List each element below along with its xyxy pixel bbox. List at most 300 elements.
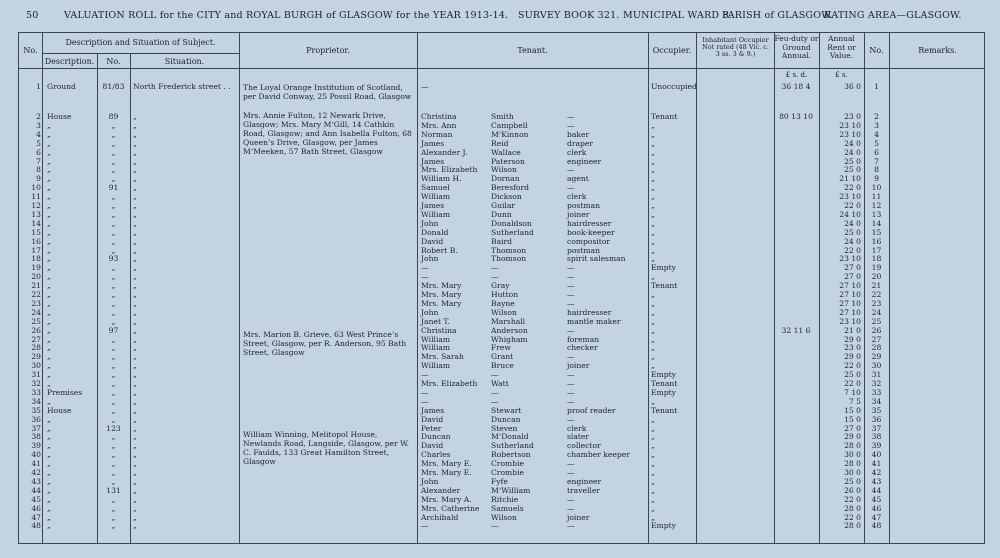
row-number-right: 41 <box>871 459 882 469</box>
column-rule <box>417 33 418 543</box>
row-occupier: „ <box>651 129 655 139</box>
row-number-right: 25 <box>871 316 882 326</box>
row-occupier: „ <box>651 503 655 513</box>
row-street-number: „ <box>111 432 116 442</box>
row-annual-rent: 25 0 <box>844 156 861 166</box>
row-street-number: „ <box>111 352 116 362</box>
row-annual-rent: 30 0 <box>844 450 861 460</box>
row-tenant-occupation: hairdresser <box>567 218 612 228</box>
row-number-right: 40 <box>871 450 882 460</box>
row-tenant-last: Whigham <box>491 334 528 344</box>
row-number: 42 <box>31 468 41 477</box>
row-situation: „ <box>133 512 137 522</box>
row-street-number: „ <box>111 120 116 130</box>
row-number-right: 46 <box>871 503 882 513</box>
row-occupier: „ <box>651 236 655 246</box>
row-tenant-occupation: — <box>567 459 575 469</box>
row-tenant-first: — <box>421 521 429 531</box>
row-tenant-first: Norman <box>421 129 453 139</box>
row-occupier: „ <box>651 494 655 504</box>
row-street-number: „ <box>111 307 116 317</box>
col-header-occupier: Occupier. <box>652 46 692 55</box>
row-number-right: 13 <box>871 209 882 219</box>
row-number: 3 <box>36 120 41 130</box>
row-occupier: „ <box>651 120 655 130</box>
row-tenant-occupation: postman <box>567 245 601 255</box>
row-situation: North Frederick street . . <box>133 82 231 91</box>
row-annual-rent: 23 10 <box>839 316 861 326</box>
row-description: „ <box>47 414 51 424</box>
row-number: 47 <box>31 512 41 522</box>
row-occupier: „ <box>651 218 655 228</box>
row-description: „ <box>47 298 51 308</box>
row-tenant-last: — <box>491 370 499 380</box>
row-tenant-first: John <box>421 476 439 486</box>
row-occupier: „ <box>651 450 655 460</box>
row-tenant-occupation: — <box>567 387 575 397</box>
row-tenant-first: William H. <box>421 174 462 184</box>
row-street-number: „ <box>111 236 116 246</box>
row-tenant-occupation: spirit salesman <box>567 254 626 264</box>
row-number-right: 23 <box>871 298 882 308</box>
row-situation: „ <box>133 476 137 486</box>
row-description: „ <box>47 361 51 371</box>
row-street-number: „ <box>111 156 116 166</box>
row-description: „ <box>47 192 51 202</box>
row-occupier: Tenant <box>651 379 678 388</box>
row-tenant-last: Fyfe <box>491 476 508 486</box>
row-tenant-last: Frew <box>491 343 511 353</box>
row-number-right: 8 <box>874 165 879 175</box>
row-number-right: 5 <box>874 138 879 148</box>
row-tenant-occupation: — <box>567 352 575 362</box>
row-occupier: „ <box>651 432 655 442</box>
column-rule <box>648 33 649 543</box>
row-tenant-first: William <box>421 192 451 202</box>
row-description: „ <box>47 441 51 451</box>
row-annual-rent: 27 0 <box>844 272 861 282</box>
row-annual-rent: 7 10 <box>844 387 861 397</box>
row-street-number: 91 <box>108 183 119 193</box>
page-number: 50 <box>26 10 39 21</box>
row-street-number: „ <box>111 245 116 255</box>
row-annual-rent: 27 0 <box>844 263 861 273</box>
row-street-number: „ <box>111 512 116 522</box>
row-street-number: „ <box>111 414 116 424</box>
row-number: 35 <box>31 405 41 415</box>
row-situation: „ <box>133 370 137 380</box>
row-tenant-last: Robertson <box>491 450 531 460</box>
row-description: „ <box>47 183 51 193</box>
parish: PARISH of GLASGOW. <box>722 10 833 21</box>
row-street-number: „ <box>111 468 116 477</box>
row-occupier: „ <box>651 334 655 344</box>
row-tenant-occupation: engineer <box>567 476 602 486</box>
row-situation: „ <box>133 334 137 344</box>
row-tenant-first: Christina <box>421 325 457 335</box>
row-tenant-first: — <box>421 272 429 282</box>
row-annual-rent: 27 10 <box>839 281 861 291</box>
row-description: „ <box>47 236 51 246</box>
row-description: „ <box>47 494 51 504</box>
row-number-right: 15 <box>871 227 882 237</box>
row-occupier: „ <box>651 272 655 282</box>
header-rule <box>42 53 239 54</box>
row-occupier: Empty <box>651 521 676 531</box>
row-tenant-first: David <box>421 441 444 451</box>
row-annual-rent: 22 0 <box>844 379 861 388</box>
row-number: 6 <box>36 147 41 157</box>
row-feu-duty: 80 13 10 <box>779 112 813 121</box>
row-number: 48 <box>31 521 41 531</box>
row-tenant-first: William <box>421 361 451 371</box>
row-number-right: 12 <box>871 201 882 210</box>
row-number-right: 18 <box>871 254 882 264</box>
row-number-right: 11 <box>871 192 882 202</box>
row-annual-rent: 23 10 <box>839 129 861 139</box>
row-tenant-last: Watt <box>491 379 509 388</box>
row-number-right: 7 <box>874 156 879 166</box>
row-occupier: „ <box>651 361 655 371</box>
row-annual-rent: 29 0 <box>844 352 861 362</box>
row-number: 28 <box>31 343 41 353</box>
row-number: 24 <box>31 307 41 317</box>
row-number: 19 <box>31 263 41 273</box>
row-number: 33 <box>31 387 41 397</box>
rent-units: £ s. <box>835 71 848 79</box>
row-annual-rent: 24 0 <box>844 138 861 148</box>
row-situation: „ <box>133 129 137 139</box>
row-description: „ <box>47 379 51 388</box>
row-tenant-last: Bruce <box>491 361 514 371</box>
row-tenant-first: James <box>421 138 445 148</box>
row-occupier: „ <box>651 476 655 486</box>
row-number: 45 <box>31 494 41 504</box>
row-street-number: 93 <box>108 254 119 264</box>
row-number-right: 36 <box>871 414 882 424</box>
row-tenant-occupation: foreman <box>567 334 600 344</box>
row-occupier: Empty <box>651 263 676 273</box>
row-description: „ <box>47 432 51 442</box>
row-occupier: „ <box>651 165 655 175</box>
row-tenant-first: Charles <box>421 450 451 460</box>
row-tenant-occupation: mantle maker <box>567 316 621 326</box>
row-tenant-first: William <box>421 343 451 353</box>
row-number-right: 20 <box>871 272 882 282</box>
row-description: „ <box>47 165 51 175</box>
row-tenant-occupation: — <box>567 468 575 477</box>
row-tenant-occupation: hairdresser <box>567 307 612 317</box>
row-situation: „ <box>133 138 137 148</box>
row-annual-rent: 15 0 <box>844 405 861 415</box>
row-description: „ <box>47 521 51 531</box>
row-number-right: 19 <box>871 263 882 273</box>
row-tenant-occupation: — <box>567 503 575 513</box>
row-description: „ <box>47 485 51 495</box>
row-number-right: 1 <box>874 82 879 91</box>
row-street-number: 81/83 <box>102 82 125 91</box>
row-situation: „ <box>133 521 137 531</box>
row-number-right: 14 <box>871 218 882 228</box>
row-annual-rent: 27 10 <box>839 298 861 308</box>
row-tenant-last: Wilson <box>491 307 517 317</box>
row-tenant-first: John <box>421 218 439 228</box>
row-annual-rent: 23 10 <box>839 254 861 264</box>
row-situation: „ <box>133 183 137 193</box>
row-street-number: „ <box>111 405 116 415</box>
row-annual-rent: 27 0 <box>844 423 861 433</box>
row-tenant-occupation: — <box>567 370 575 380</box>
row-occupier: „ <box>651 459 655 469</box>
row-tenant-last: Samuels <box>491 503 524 513</box>
row-description: „ <box>47 245 51 255</box>
row-tenant-occupation: compositor <box>567 236 611 246</box>
row-number-right: 27 <box>871 334 882 344</box>
row-street-number: „ <box>111 218 116 228</box>
row-annual-rent: 23 0 <box>844 343 861 353</box>
row-annual-rent: 27 10 <box>839 307 861 317</box>
row-description: „ <box>47 307 51 317</box>
row-number: 2 <box>36 112 41 121</box>
row-situation: „ <box>133 387 137 397</box>
row-description: „ <box>47 512 51 522</box>
row-tenant-last: Hutton <box>491 290 519 299</box>
row-number: 44 <box>31 485 41 495</box>
column-rule <box>889 33 890 543</box>
row-number-right: 22 <box>871 290 882 299</box>
row-annual-rent: 15 0 <box>844 414 861 424</box>
col-header-no: No. <box>23 46 38 55</box>
row-occupier: „ <box>651 201 655 210</box>
row-occupier: „ <box>651 423 655 433</box>
row-description: „ <box>47 450 51 460</box>
row-tenant-occupation: — <box>567 272 575 282</box>
row-annual-rent: 25 0 <box>844 165 861 175</box>
row-tenant-last: Thomson <box>491 245 527 255</box>
row-tenant-last: Dunn <box>491 209 512 219</box>
row-number: 41 <box>31 459 41 469</box>
row-number: 43 <box>31 476 41 486</box>
row-tenant-occupation: engineer <box>567 156 602 166</box>
row-annual-rent: 26 0 <box>844 485 861 495</box>
row-occupier: „ <box>651 316 655 326</box>
row-situation: „ <box>133 254 137 264</box>
row-tenant-first: Alexander <box>421 485 461 495</box>
row-tenant-occupation: checker <box>567 343 598 353</box>
row-description: „ <box>47 147 51 157</box>
row-occupier: „ <box>651 254 655 264</box>
row-tenant-occupation: — <box>567 281 575 291</box>
row-number-right: 42 <box>871 468 882 477</box>
row-street-number: 123 <box>106 423 121 433</box>
row-street-number: „ <box>111 192 116 202</box>
row-tenant-last: Stewart <box>491 405 522 415</box>
row-tenant-occupation: clerk <box>567 423 587 433</box>
row-occupier: „ <box>651 156 655 166</box>
row-number: 32 <box>31 379 41 388</box>
row-tenant-last: Dornan <box>491 174 520 184</box>
row-description: „ <box>47 272 51 282</box>
row-situation: „ <box>133 263 137 273</box>
row-number-right: 43 <box>871 476 882 486</box>
row-street-number: „ <box>111 316 116 326</box>
row-number: 31 <box>31 370 41 380</box>
row-number: 11 <box>31 192 41 202</box>
row-tenant-last: M‘William <box>491 485 531 495</box>
row-tenant-last: Crombie <box>491 468 524 477</box>
row-number-right: 34 <box>871 396 882 406</box>
row-number: 5 <box>36 138 41 148</box>
row-tenant-last: Wilson <box>491 512 517 522</box>
row-tenant-first: Mrs. Mary <box>421 290 462 299</box>
row-situation: „ <box>133 272 137 282</box>
row-tenant-last: — <box>491 387 499 397</box>
row-number-right: 28 <box>871 343 882 353</box>
row-description: „ <box>47 316 51 326</box>
row-situation: „ <box>133 361 137 371</box>
row-street-number: „ <box>111 272 116 282</box>
row-description: „ <box>47 423 51 433</box>
row-number: 20 <box>31 272 41 282</box>
row-number-right: 38 <box>871 432 882 442</box>
row-tenant-occupation: clerk <box>567 192 587 202</box>
page-header <box>6 10 996 24</box>
valuation-table <box>18 32 985 544</box>
row-number: 7 <box>36 156 41 166</box>
row-tenant-last: Thomson <box>491 254 527 264</box>
row-tenant-last: Wilson <box>491 165 517 175</box>
row-tenant-first: — <box>421 82 429 91</box>
row-annual-rent: 27 10 <box>839 290 861 299</box>
row-annual-rent: 23 10 <box>839 120 861 130</box>
row-tenant-last: Donaldson <box>491 218 532 228</box>
row-occupier: Empty <box>651 387 676 397</box>
row-tenant-last: Steven <box>491 423 518 433</box>
row-tenant-last: Beresford <box>491 183 529 193</box>
row-situation: „ <box>133 325 137 335</box>
column-rule <box>696 33 697 543</box>
row-street-number: „ <box>111 129 116 139</box>
row-situation: „ <box>133 432 137 442</box>
row-street-number: „ <box>111 450 116 460</box>
row-tenant-last: Gray <box>491 281 510 291</box>
row-number: 4 <box>36 129 41 139</box>
row-tenant-occupation: — <box>567 290 575 299</box>
row-number-right: 47 <box>871 512 882 522</box>
row-occupier: Tenant <box>651 112 678 121</box>
row-number: 10 <box>31 183 41 193</box>
row-situation: „ <box>133 192 137 202</box>
row-street-number: „ <box>111 343 116 353</box>
row-number-right: 37 <box>871 423 882 433</box>
row-number: 34 <box>31 396 41 406</box>
row-tenant-first: Mrs. Mary <box>421 298 462 308</box>
row-street-number: „ <box>111 441 116 451</box>
col-header-rent: Annual Rent or Value. <box>827 34 856 60</box>
row-description: „ <box>47 343 51 353</box>
row-street-number: 89 <box>108 112 119 121</box>
row-number: 21 <box>31 281 41 291</box>
row-description: „ <box>47 352 51 362</box>
row-annual-rent: 25 0 <box>844 370 861 380</box>
row-street-number: „ <box>111 138 116 148</box>
row-tenant-last: Campbell <box>491 120 528 130</box>
row-tenant-first: David <box>421 414 444 424</box>
col-header-tenant: Tenant. <box>517 46 548 55</box>
row-occupier: „ <box>651 147 655 157</box>
row-tenant-last: Reid <box>491 138 509 148</box>
row-number-right: 24 <box>871 307 882 317</box>
row-number: 38 <box>31 432 41 442</box>
row-description: „ <box>47 503 51 513</box>
row-number-right: 45 <box>871 494 882 504</box>
row-description: „ <box>47 227 51 237</box>
row-number-right: 21 <box>871 281 882 291</box>
row-situation: „ <box>133 352 137 362</box>
row-number: 15 <box>31 227 41 237</box>
row-situation: „ <box>133 396 137 406</box>
row-tenant-occupation: — <box>567 521 575 531</box>
row-annual-rent: 28 0 <box>844 441 861 451</box>
row-tenant-last: — <box>491 263 499 273</box>
row-annual-rent: 24 10 <box>839 209 861 219</box>
column-rule <box>42 33 43 543</box>
row-tenant-last: Paterson <box>491 156 525 166</box>
col-header-no2: No. <box>869 46 884 55</box>
row-description: „ <box>47 459 51 469</box>
row-occupier: „ <box>651 298 655 308</box>
row-tenant-first: Mrs. Mary <box>421 281 462 291</box>
row-situation: „ <box>133 459 137 469</box>
col-header-proprietor: Proprietor. <box>306 46 350 55</box>
row-description: „ <box>47 476 51 486</box>
row-situation: „ <box>133 209 137 219</box>
row-annual-rent: 22 0 <box>844 494 861 504</box>
row-description: Premises <box>47 387 83 397</box>
row-description: „ <box>47 209 51 219</box>
row-street-number: „ <box>111 147 116 157</box>
row-number: 14 <box>31 218 41 228</box>
row-annual-rent: 22 0 <box>844 183 861 193</box>
row-tenant-occupation: — <box>567 120 575 130</box>
row-number-right: 29 <box>871 352 882 362</box>
row-occupier: „ <box>651 245 655 255</box>
row-tenant-first: Robert B. <box>421 245 458 255</box>
row-annual-rent: 22 0 <box>844 201 861 210</box>
row-situation: „ <box>133 120 137 130</box>
row-number-right: 30 <box>871 361 882 371</box>
row-annual-rent: 25 0 <box>844 476 861 486</box>
row-feu-duty: 32 11 6 <box>781 325 811 335</box>
row-occupier: „ <box>651 396 655 406</box>
row-tenant-first: Mrs. Mary E. <box>421 468 472 477</box>
col-header-description: Description. <box>44 57 95 66</box>
row-tenant-occupation: — <box>567 263 575 273</box>
row-number-right: 48 <box>871 521 882 531</box>
row-tenant-occupation: chamber keeper <box>567 450 630 460</box>
row-description: „ <box>47 138 51 148</box>
row-number: 17 <box>31 245 41 255</box>
row-occupier: „ <box>651 485 655 495</box>
rating-area: RATING AREA—GLASGOW. <box>824 10 962 21</box>
proprietor-entry: William Winning, Melitopol House, Newlands Road, Langside, Glasgow, per W. C. Faulds, 133 Great Hamilton Street, Glasgow <box>243 430 410 466</box>
row-number-right: 26 <box>871 325 882 335</box>
column-rule <box>239 33 240 543</box>
row-situation: „ <box>133 450 137 460</box>
row-feu-duty: 36 18 4 <box>781 82 811 91</box>
row-tenant-occupation: joiner <box>567 512 590 522</box>
row-situation: „ <box>133 156 137 166</box>
